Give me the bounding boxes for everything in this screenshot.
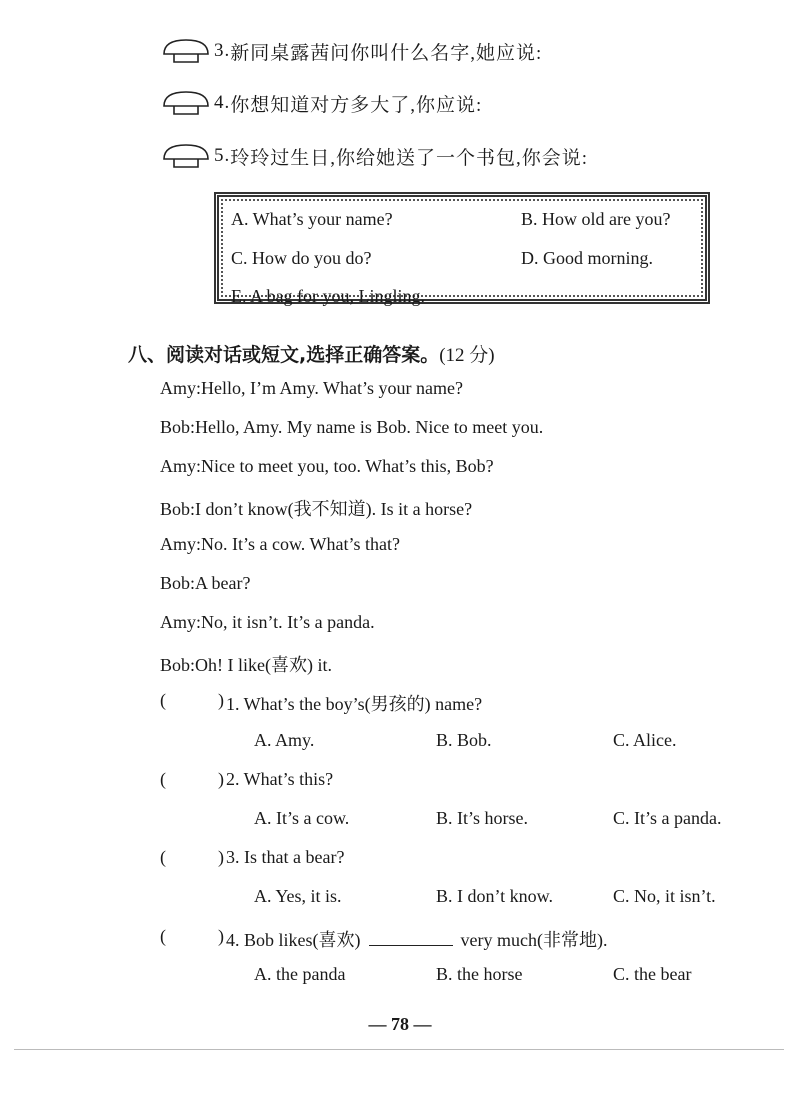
answer-paren-open[interactable]: ( xyxy=(160,769,166,789)
choice-c: C. It’s a panda. xyxy=(613,808,722,828)
footer-divider xyxy=(14,1049,784,1050)
question-text: 3. Is that a bear? xyxy=(226,847,345,867)
question-text xyxy=(226,926,607,952)
question-number: 4. xyxy=(214,92,231,113)
options-box xyxy=(214,192,710,304)
dialogue-line: Bob:I don’t know(我不知道). Is it a horse? xyxy=(160,499,473,519)
dialogue-line: Bob:Oh! I like(喜欢) it. xyxy=(160,655,332,675)
section-points: (12 分) xyxy=(439,345,495,366)
mushroom-answer-icon xyxy=(160,141,212,171)
question-number: 5. xyxy=(214,145,231,166)
question-text-before: 4. Bob likes(喜欢) xyxy=(226,930,361,950)
dialogue-line: Bob:A bear? xyxy=(160,573,251,593)
reading-question-1 xyxy=(160,690,760,714)
answer-paren-open[interactable]: ( xyxy=(160,690,166,710)
question-5 xyxy=(160,141,588,171)
reading-question-3 xyxy=(160,847,760,871)
question-3 xyxy=(160,36,542,66)
choice-b: B. the horse xyxy=(436,964,523,984)
answer-paren-close: ) xyxy=(218,926,224,946)
choice-c: C. Alice. xyxy=(613,730,677,750)
question-text: 你想知道对方多大了,你应说: xyxy=(230,94,483,116)
choice-b: B. I don’t know. xyxy=(436,886,553,906)
dialogue-line: Amy:Nice to meet you, too. What’s this, Bob? xyxy=(160,456,494,476)
choice-b: B. Bob. xyxy=(436,730,492,750)
choice-a: A. the panda xyxy=(254,964,346,984)
section-title: 八、阅读对话或短文,选择正确答案。 xyxy=(128,344,440,366)
option-a: A. What’s your name? xyxy=(231,209,393,229)
question-text: 新同桌露茜问你叫什么名字,她应说: xyxy=(230,42,543,64)
question-text-after: very much(非常地). xyxy=(460,930,608,950)
page-number: — 78 — xyxy=(368,1014,432,1034)
question-text: 玲玲过生日,你给她送了一个书包,你会说: xyxy=(230,147,589,169)
choice-a: A. Amy. xyxy=(254,730,315,750)
option-d: D. Good morning. xyxy=(521,248,653,268)
choice-c: C. the bear xyxy=(613,964,692,984)
choice-b: B. It’s horse. xyxy=(436,808,528,828)
section-heading xyxy=(128,340,495,367)
question-text: 1. What’s the boy’s(男孩的) name? xyxy=(226,694,483,714)
dialogue-line: Amy:Hello, I’m Amy. What’s your name? xyxy=(160,378,463,398)
reading-question-4 xyxy=(160,926,780,950)
dialogue-line: Amy:No, it isn’t. It’s a panda. xyxy=(160,612,375,632)
option-b: B. How old are you? xyxy=(521,209,671,229)
option-c: C. How do you do? xyxy=(231,248,372,268)
answer-paren-close: ) xyxy=(218,690,224,710)
question-number: 3. xyxy=(214,40,231,61)
choice-a: A. It’s a cow. xyxy=(254,808,350,828)
question-text: 2. What’s this? xyxy=(226,769,334,789)
dialogue-line: Amy:No. It’s a cow. What’s that? xyxy=(160,534,400,554)
answer-paren-close: ) xyxy=(218,769,224,789)
choice-c: C. No, it isn’t. xyxy=(613,886,716,906)
mushroom-answer-icon xyxy=(160,88,212,118)
dialogue-line: Bob:Hello, Amy. My name is Bob. Nice to meet you. xyxy=(160,417,544,437)
mushroom-answer-icon xyxy=(160,36,212,66)
answer-paren-close: ) xyxy=(218,847,224,867)
option-e: E. A bag for you, Lingling. xyxy=(231,286,425,306)
question-4 xyxy=(160,88,482,118)
answer-paren-open[interactable]: ( xyxy=(160,847,166,867)
choice-a: A. Yes, it is. xyxy=(254,886,342,906)
fill-in-blank[interactable] xyxy=(369,931,453,946)
reading-question-2 xyxy=(160,769,760,793)
answer-paren-open[interactable]: ( xyxy=(160,926,166,946)
